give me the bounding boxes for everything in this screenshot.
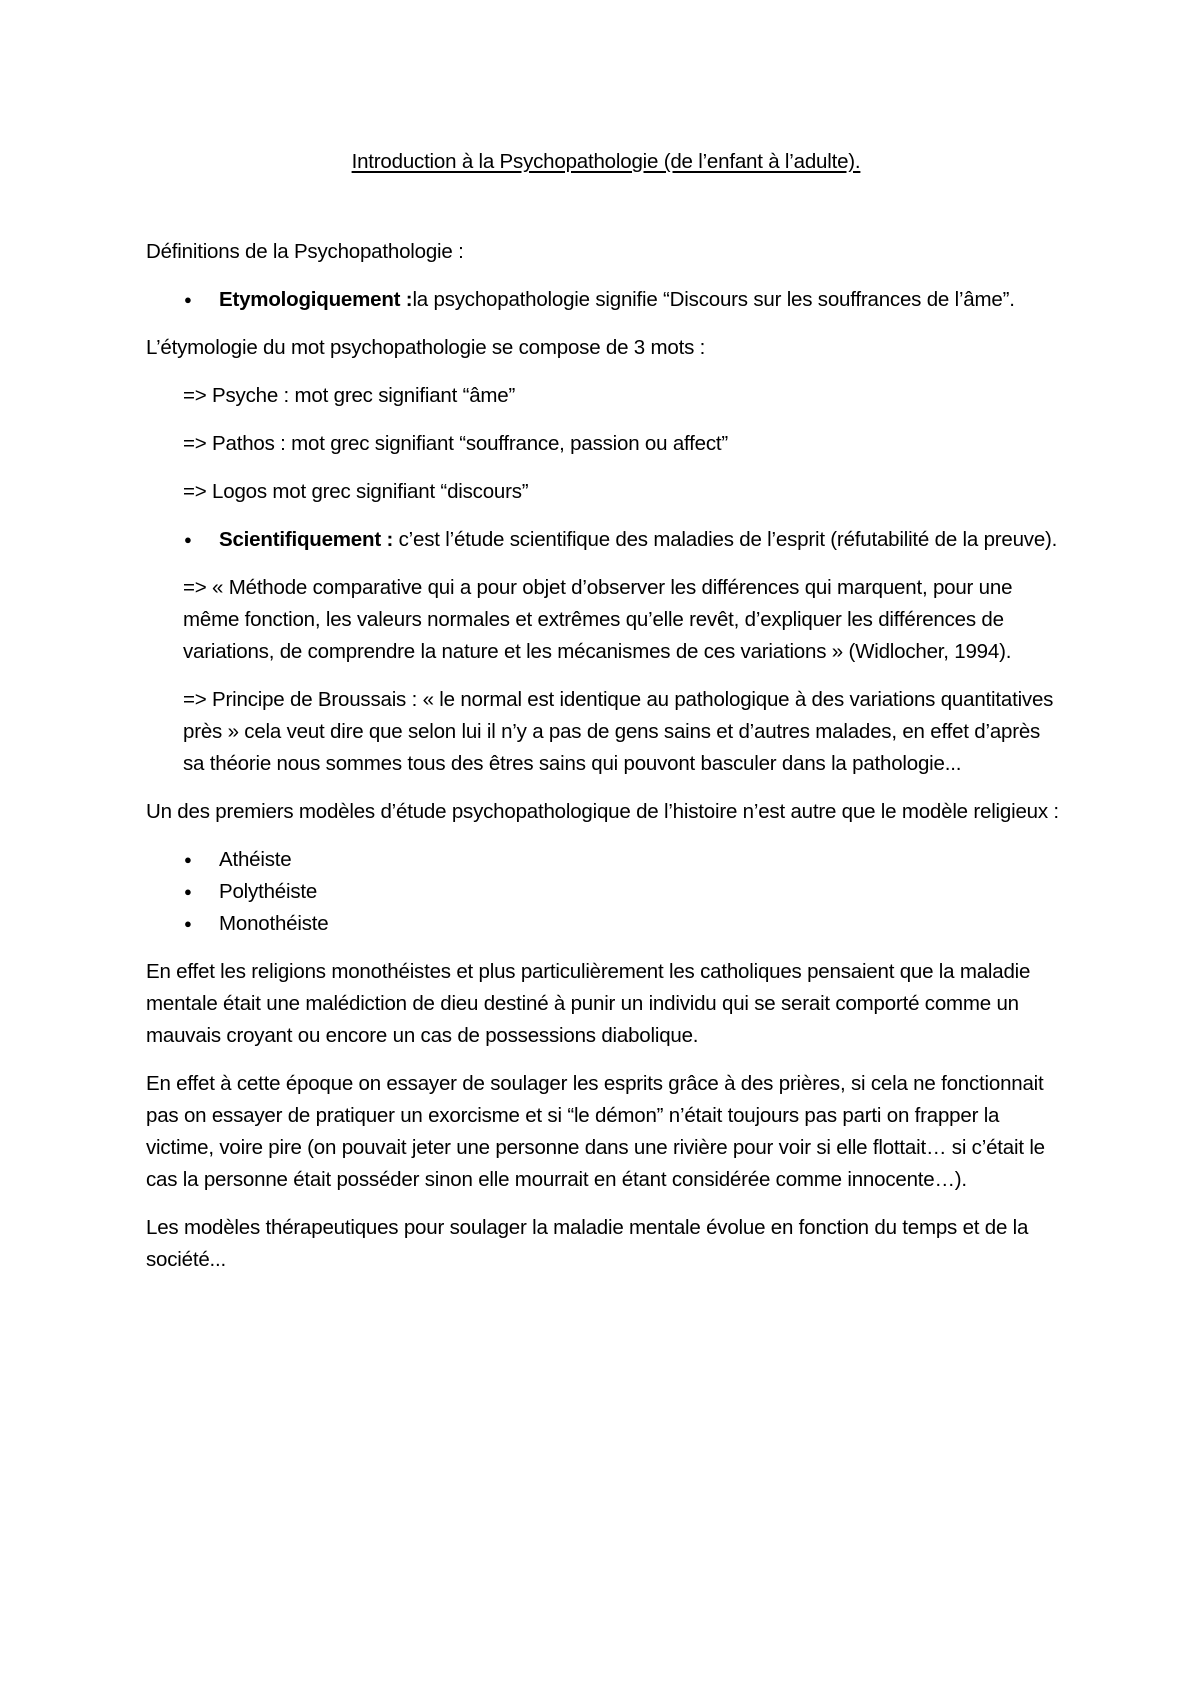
list-item: ● Athéiste: [146, 844, 1066, 876]
religions-list: [146, 844, 1066, 940]
paragraph-modeles: Les modèles thérapeutiques pour soulager la maladie mentale évolue en fonction du temps et de la société...: [146, 1216, 1029, 1271]
bullet-text: c’est l’étude scientifique des maladies de l’esprit (réfutabilité de la preuve).: [393, 528, 1058, 551]
modele-religieux-intro: Un des premiers modèles d’étude psychopathologique de l’histoire n’est autre que le modèle religieux :: [146, 800, 1059, 823]
definitions-heading: Définitions de la Psychopathologie :: [146, 240, 464, 263]
paragraph-monotheistes: En effet les religions monothéistes et plus particulièrement les catholiques pensaient que la maladie mentale était une malédiction de dieu destiné à punir un individu qui se serait comporté comme un mauvais croyant ou encore un cas de possessions diabolique.: [146, 960, 1031, 1047]
bullet-item-scientifique: [146, 524, 1066, 556]
mot-logos: => Logos mot grec signifiant “discours”: [183, 480, 529, 503]
bullet-term: Scientifiquement :: [219, 528, 394, 551]
paragraph-epoque: En effet à cette époque on essayer de soulager les esprits grâce à des prières, si cela ne fonctionnait pas on essayer de pratiquer un exorcisme et si “le démon” n’était toujours pas parti on frapper la victime, voire pire (on pouvait jeter une personne dans une rivière pour voir si elle flottait… si c’était le cas la personne était posséder sinon elle mourrait en étant considérée comme innocente…).: [146, 1072, 1045, 1191]
bullet-item-etymologique: [146, 284, 1066, 316]
document-body: [146, 146, 1066, 1292]
bullet-term: Etymologiquement :: [219, 288, 413, 311]
bullet-list-scientifique: [146, 524, 1066, 556]
mot-pathos: => Pathos : mot grec signifiant “souffrance, passion ou affect”: [183, 432, 729, 455]
bullet-list-etymologique: [146, 284, 1066, 316]
etymologie-intro: L’étymologie du mot psychopathologie se compose de 3 mots :: [146, 336, 706, 359]
quote-widlocher: => « Méthode comparative qui a pour objet d’observer les différences qui marquent, pour une même fonction, les valeurs normales et extrêmes qu’elle revêt, d’expliquer les différences de variations, de comprendre la nature et les mécanismes de ces variations » (Widlocher, 1994).: [183, 576, 1013, 663]
document-title: Introduction à la Psychopathologie (de l’enfant à l’adulte).: [351, 150, 861, 173]
principe-broussais: => Principe de Broussais : « le normal est identique au pathologique à des variations quantitatives près » cela veut dire que selon lui il n’y a pas de gens sains et d’autres malades, en effet d’après sa théorie nous sommes tous des êtres sains qui pouvont basculer dans la pathologie...: [183, 688, 1054, 775]
list-item: ● Polythéiste: [146, 876, 1066, 908]
list-item: ● Monothéiste: [146, 908, 1066, 940]
mot-psyche: => Psyche : mot grec signifiant “âme”: [183, 384, 516, 407]
bullet-text: la psychopathologie signifie “Discours sur les souffrances de l’âme”.: [412, 288, 1015, 311]
